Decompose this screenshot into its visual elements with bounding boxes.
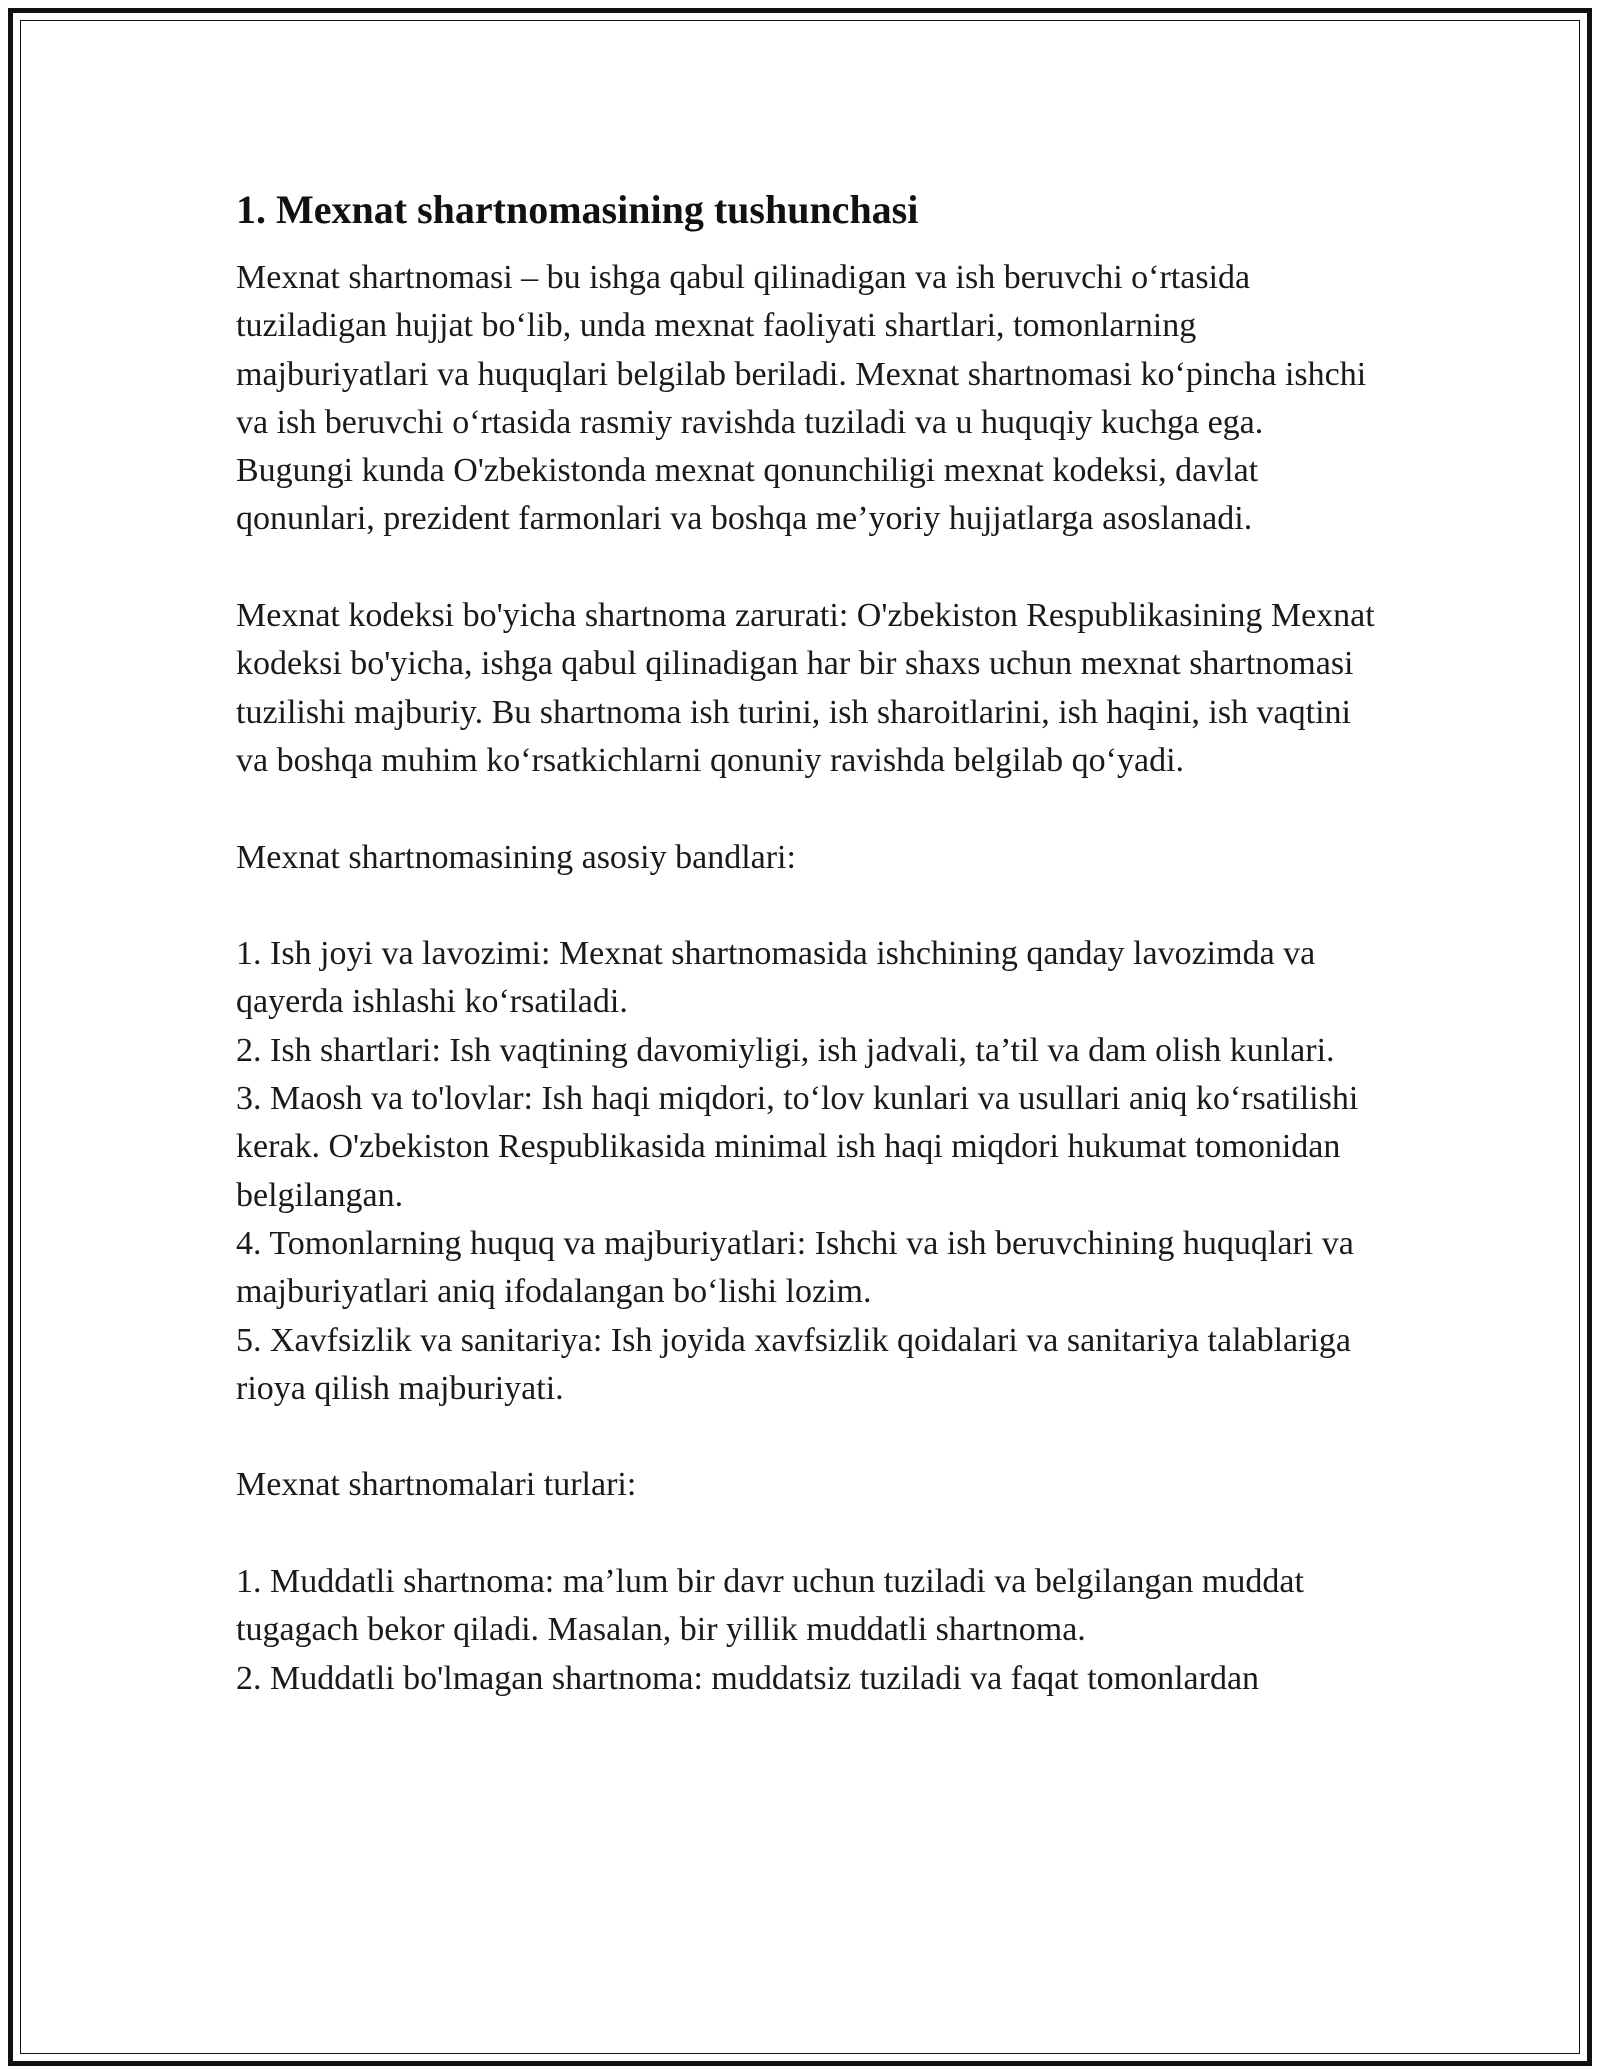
types-title: Mexnat shartnomalari turlari: [236,1466,637,1504]
list-item: 1. Ish joyi va lavozimi: Mexnat shartnomasida ishchining qanday lavozimda va qayerda ishlashi ko‘rsatiladi. [236,935,1316,1021]
intro-paragraph: Mexnat shartnomasi – bu ishga qabul qilinadigan va ish beruvchi o‘rtasida tuziladigan hujjat bo‘lib, unda mexnat faoliyati shartlari, tomonlarning majburiyatlari va huquqlari belgilab beriladi. Mexnat shartnomasi ko‘pincha ishchi va ish beruvchi o‘rtasida rasmiy ravishda tuziladi va u huquqiy kuchga ega. Bugungi kunda O'zbekistonda mexnat qonunchiligi mexnat kodeksi, davlat qonunlari, prezident farmonlari va boshqa me’yoriy hujjatlarga asoslanadi. [236,259,1367,538]
paragraph-gap [236,785,1376,833]
paragraph-gap [236,544,1376,592]
list-item: 2. Ish shartlari: Ish vaqtining davomiyligi, ish jadvali, ta’til va dam olish kunlari. [236,1031,1335,1069]
bands-list [236,930,1376,1413]
list-item: 2. Muddatli bo'lmagan shartnoma: muddatsiz tuziladi va faqat tomonlardan [236,1659,1260,1697]
bands-title: Mexnat shartnomasining asosiy bandlari: [236,838,796,876]
paragraph-gap [236,1510,1376,1558]
list-item: 1. Muddatli shartnoma: ma’lum bir davr uchun tuziladi va belgilangan muddat tugagach bekor qiladi. Masalan, bir yillik muddatli shartnoma. [236,1563,1304,1649]
types-list [236,1558,1376,1703]
paragraph-gap [236,1413,1376,1461]
paragraph-gap [236,882,1376,930]
list-item: 3. Maosh va to'lovlar: Ish haqi miqdori, to‘lov kunlari va usullari aniq ko‘rsatilishi kerak. O'zbekiston Respublikasida minimal ish haqi miqdori hukumat tomonidan belgilangan. [236,1080,1359,1214]
document-body [236,186,1376,1703]
list-item: 5. Xavfsizlik va sanitariya: Ish joyida xavfsizlik qoidalari va sanitariya talablariga rioya qilish majburiyati. [236,1321,1352,1407]
code-requirement-paragraph: Mexnat kodeksi bo'yicha shartnoma zarurati: O'zbekiston Respublikasining Mexnat kodeksi bo'yicha, ishga qabul qilinadigan har bir shaxs uchun mexnat shartnomasi tuzilishi majburiy. Bu shartnoma ish turini, ish sharoitlarini, ish haqini, ish vaqtini va boshqa muhim ko‘rsatkichlarni qonuniy ravishda belgilab qo‘yadi. [236,597,1375,779]
section-heading: 1. Mexnat shartnomasining tushunchasi [236,187,919,232]
list-item: 4. Tomonlarning huquq va majburiyatlari: Ishchi va ish beruvchining huquqlari va majburiyatlari aniq ifodalangan bo‘lishi lozim. [236,1224,1354,1311]
